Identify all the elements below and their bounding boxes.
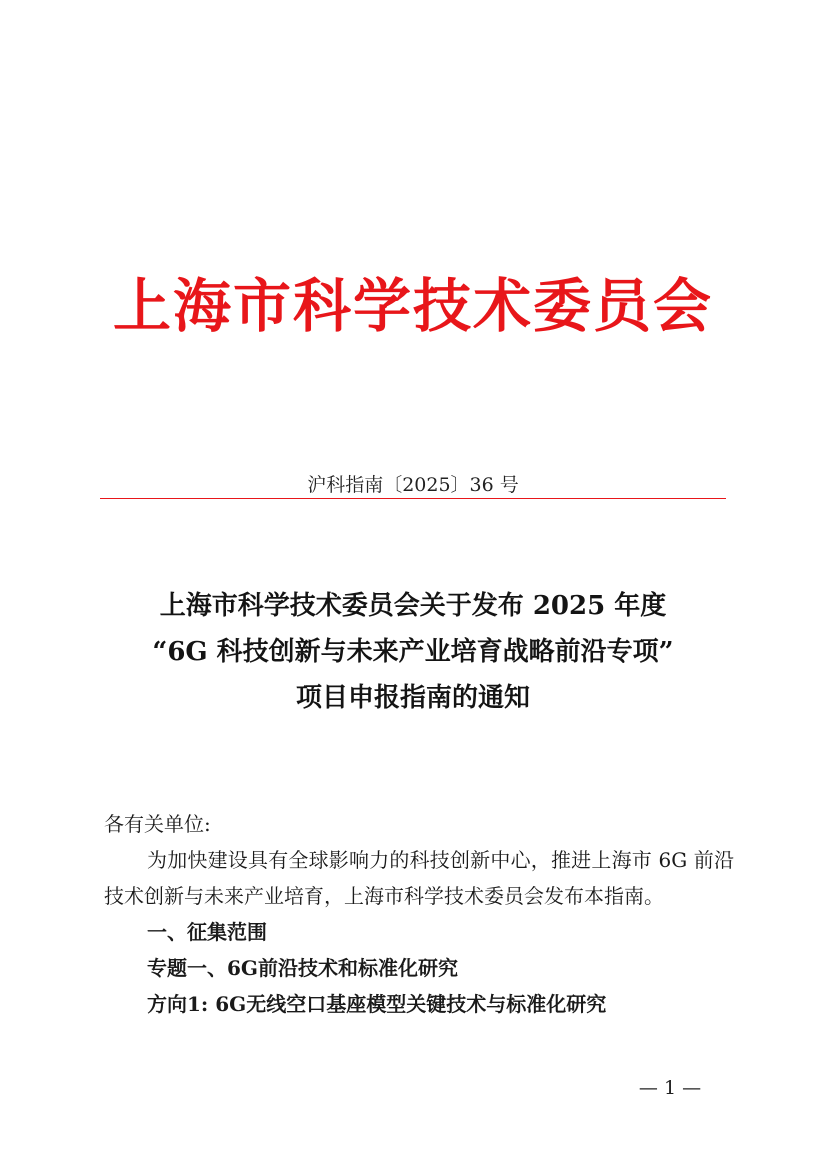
title-line-1: 上海市科学技术委员会关于发布 2025 年度 (159, 591, 667, 621)
red-divider-line (100, 498, 726, 499)
document-body (104, 806, 734, 1022)
topic-heading: 专题一、6G前沿技术和标准化研究 (147, 956, 458, 980)
issuer-header: 上海市科学技术委员会 (112, 272, 713, 340)
document-title (0, 583, 826, 721)
section-heading: 一、征集范围 (147, 920, 267, 944)
intro-paragraph: 为加快建设具有全球影响力的科技创新中心，推进上海市 6G 前沿技术创新与未来产业培育，上海市科学技术委员会发布本指南。 (104, 848, 734, 908)
title-line-2: “6G 科技创新与未来产业培育战略前沿专项” (152, 637, 674, 667)
salutation: 各有关单位: (104, 812, 211, 836)
direction-heading: 方向1: 6G无线空口基座模型关键技术与标准化研究 (147, 992, 607, 1016)
title-line-3: 项目申报指南的通知 (295, 683, 530, 713)
document-number: 沪科指南〔2025〕36 号 (307, 474, 519, 496)
page-number: — 1 — (638, 1077, 702, 1099)
